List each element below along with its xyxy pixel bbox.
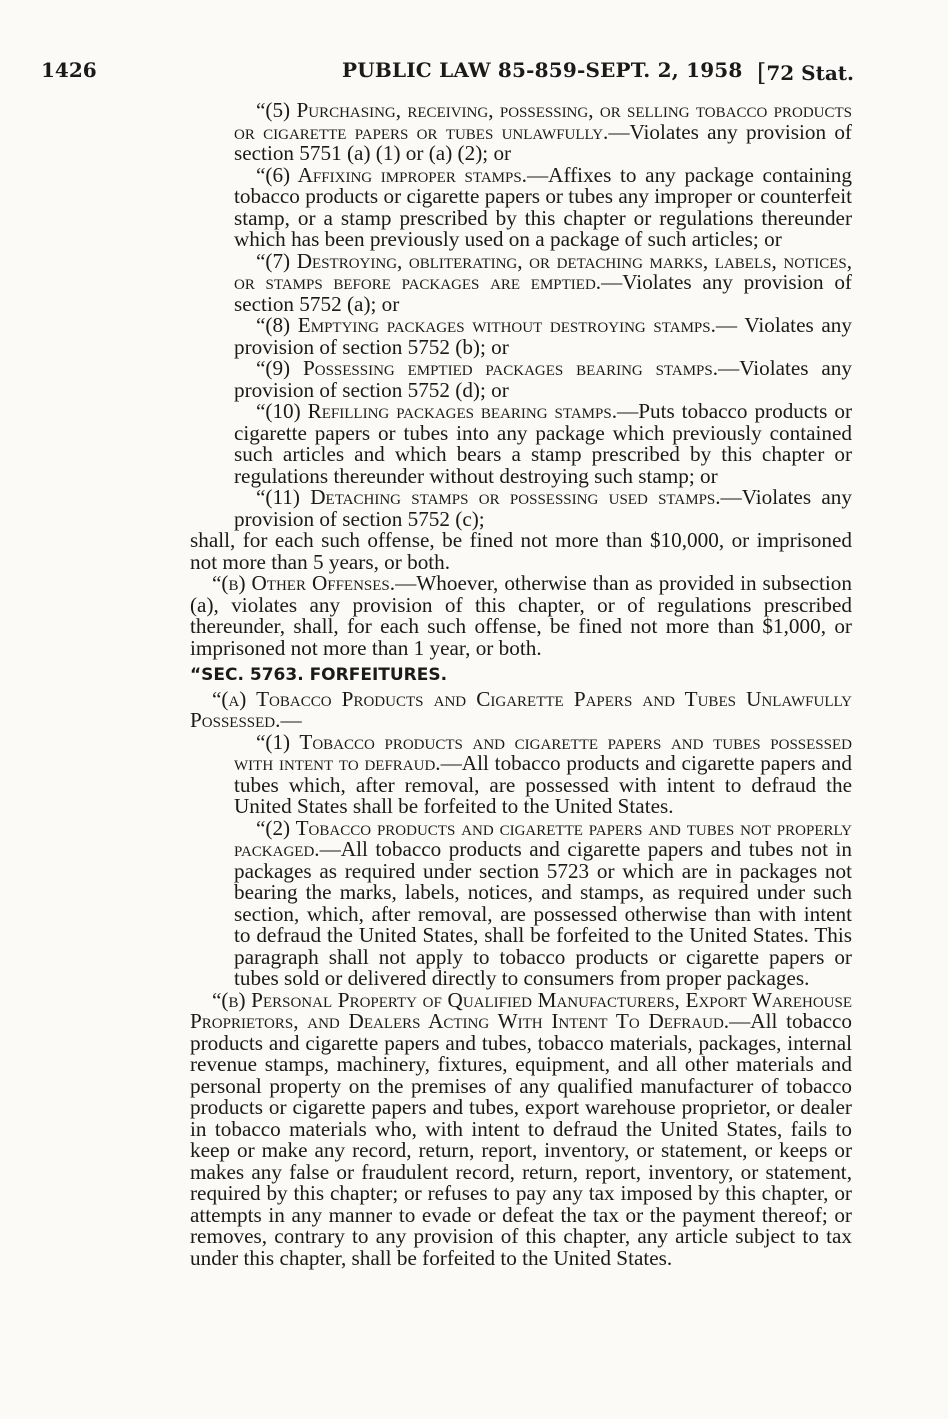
paragraph-10: “(10) Refilling packages bearing stamps.—Puts tobacco products or cigarette papers or tubes into any package which previously contained such articles and which bears a stamp prescribed by this chapter or regulations thereunder without destroying such stamp; or [234, 399, 852, 488]
forfeiture-a1: “(1) Tobacco products and cigarette papers and tubes possessed with intent to defraud.—All tobacco products and cigarette papers and tubes which, after removal, are possessed with intent to defraud the United States shall be forfeited to the United States. [234, 729, 852, 818]
volume-label: 72 Stat. [766, 61, 855, 85]
statute-body [190, 100, 852, 1269]
page-number: 1426 [41, 58, 97, 82]
paragraph-9: “(9) Possessing emptied packages bearing stamps.—Violates any provision of section 5752 (d); or [234, 356, 852, 402]
offense-list [190, 100, 852, 530]
section-heading: “SEC. 5763. FORFEITURES. [190, 665, 448, 685]
penalty-clause: shall, for each such offense, be fined not more than $10,000, or imprisoned not more than 5 years, or both. [190, 528, 852, 574]
paragraph-6: “(6) Affixing improper stamps.—Affixes to any package containing tobacco products or cigarette papers or tubes any improper or counterfeit stamp, or a stamp prescribed by this chapter or regulations thereunder which has been previously used on a package of such articles; or [234, 162, 852, 251]
volume-citation: [72 Stat. [757, 59, 855, 87]
page-header [0, 58, 948, 88]
paragraph-7: “(7) Destroying, obliterating, or detaching marks, labels, notices, or stamps before packages are emptied.—Violates any provision of section 5752 (a); or [234, 248, 852, 316]
forfeiture-a2: “(2) Tobacco products and cigarette papers and tubes not properly packaged.—All tobacco products and cigarette papers and tubes not in packages as required under section 5723 or which are in packages not bearing the marks, labels, notices, and stamps, as required under such section, which, after removal, are possessed otherwise than with intent to defraud the United States, shall be forfeited to the United States. This paragraph shall not apply to tobacco products or cigarette papers or tubes sold or delivered directly to consumers from proper packages. [234, 815, 852, 990]
forfeiture-a: “(a) Tobacco Products and Cigarette Papers and Tubes Unlawfully Possessed.— [190, 686, 852, 732]
subsection-b: “(b) Other Offenses.—Whoever, otherwise than as provided in subsection (a), violates any provision of this chapter, or of regulations prescribed thereunder, shall, for each such offense, be fined not more than $1,000, or imprisoned not more than 1 year, or both. [190, 571, 852, 660]
running-head: PUBLIC LAW 85-859-SEPT. 2, 1958 [342, 58, 743, 82]
paragraph-8: “(8) Emptying packages without destroying stamps.— Violates any provision of section 5752 (b); or [234, 313, 852, 359]
forfeiture-b: “(b) Personal Property of Qualified Manufacturers, Export Warehouse Proprietors, and Dealers Acting With Intent To Defraud.—All tobacco products and cigarette papers and tubes, tobacco materials, packages, internal revenue stamps, machinery, fixtures, equipment, and all other materials and personal property on the premises of any qualified manufacturer of tobacco products or cigarette papers and tubes, export warehouse proprietor, or dealer in tobacco materials who, with intent to defraud the United States, fails to keep or make any record, return, report, inventory, or statement, or keeps or makes any false or fraudulent record, return, report, inventory, or statement, required by this chapter; or refuses to pay any tax imposed by this chapter, or attempts in any manner to evade or defeat the tax or the payment thereof; or removes, contrary to any provision of this chapter, any article subject to tax under this chapter, shall be forfeited to the United States. [190, 987, 852, 1270]
paragraph-11: “(11) Detaching stamps or possessing used stamps.—Violates any provision of section 5752 (c); [234, 485, 852, 531]
paragraph-5: “(5) Purchasing, receiving, possessing, or selling tobacco products or cigarette papers or tubes unlawfully.—Violates any provision of section 5751 (a) (1) or (a) (2); or [234, 98, 852, 165]
